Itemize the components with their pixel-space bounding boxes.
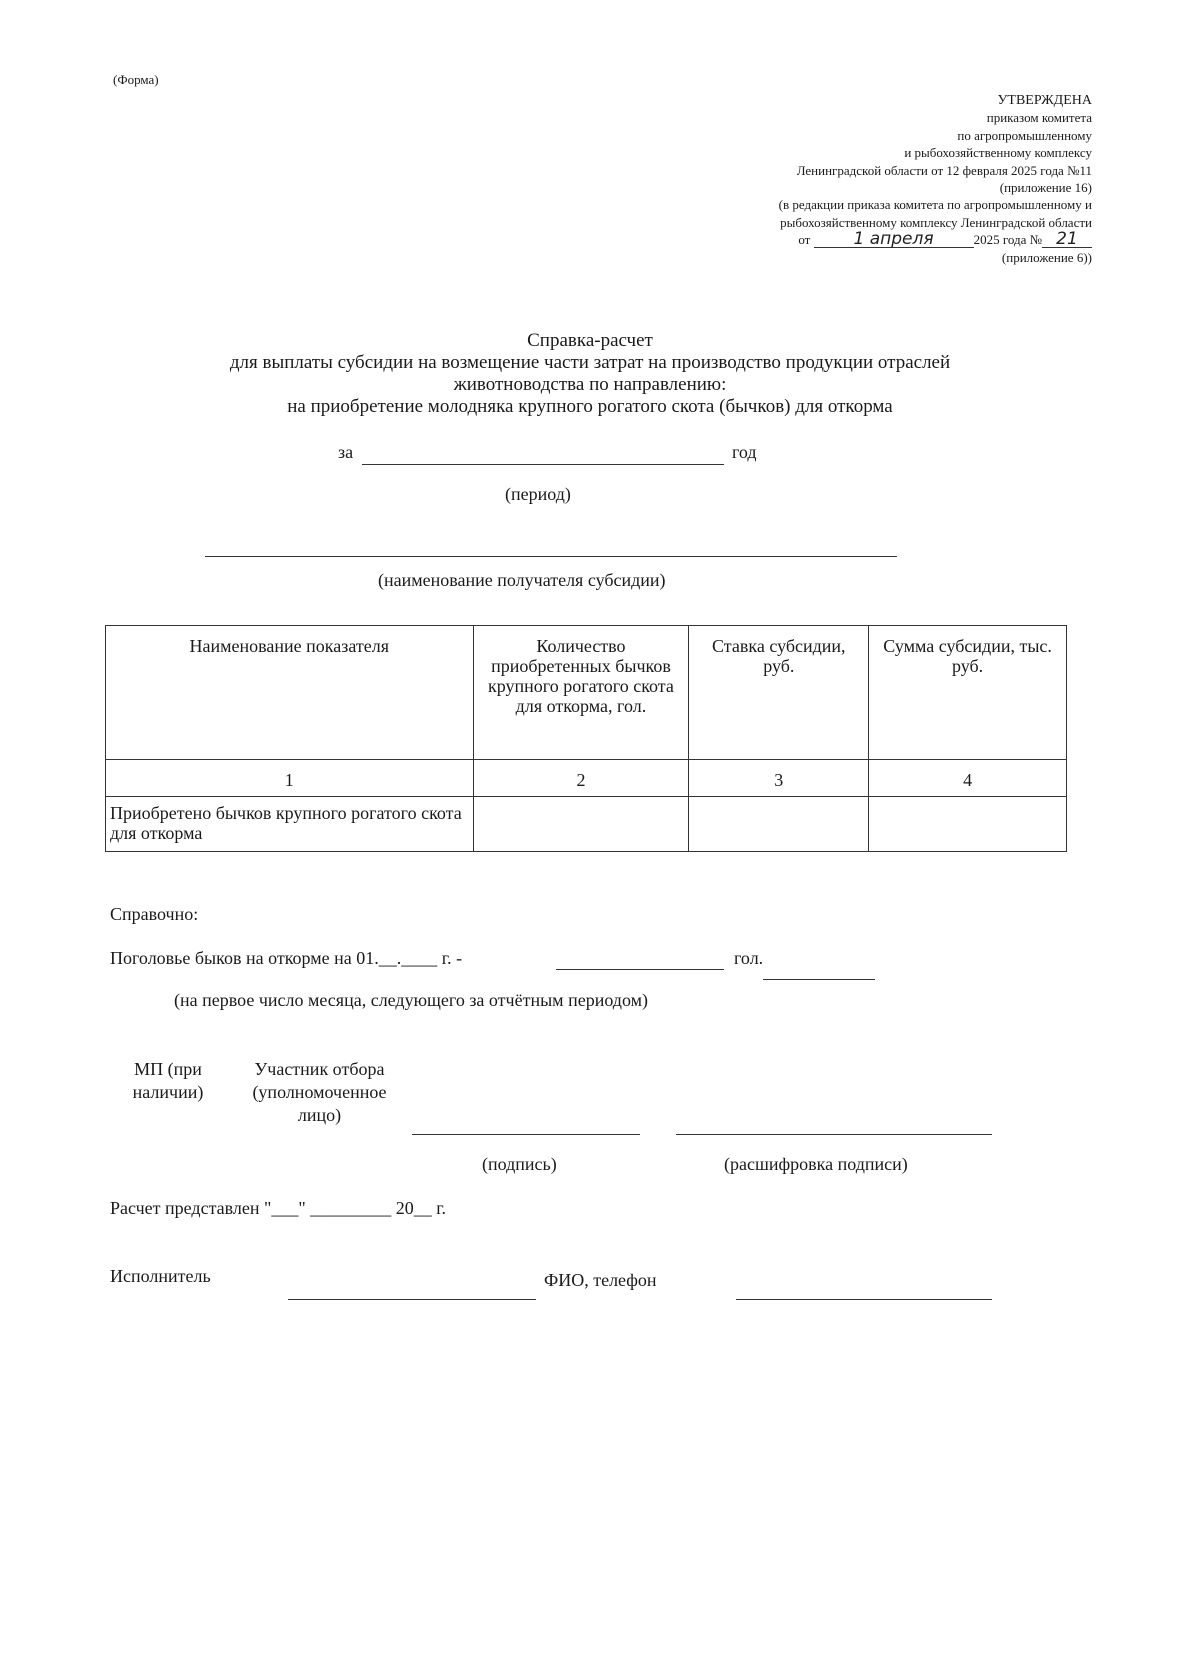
approval-line: по агропромышленному <box>957 127 1092 143</box>
document-subtitle-line: на приобретение молодняка крупного рогатого скота (бычков) для откорма <box>287 396 893 417</box>
form-label: (Форма) <box>113 72 159 87</box>
approval-line: (приложение 16) <box>999 180 1092 196</box>
table-cell[interactable] <box>473 797 689 852</box>
approval-title: УТВЕРЖДЕНА <box>997 93 1092 108</box>
livestock-extra-field[interactable] <box>763 979 875 980</box>
signature-decoding-field[interactable] <box>676 1134 992 1135</box>
approval-line: приказом комитета <box>986 110 1092 126</box>
document-subtitle-line: для выплаты субсидии на возмещение части затрат на производство продукции отраслей <box>229 352 951 373</box>
table-header-row <box>106 626 1067 760</box>
table-row <box>106 797 1067 852</box>
decoding-caption: (расшифровка подписи) <box>724 1154 908 1174</box>
calc-presented: Расчет представлен "___" _________ 20__ г. <box>110 1198 447 1218</box>
livestock-note: (на первое число месяца, следующего за отчётным периодом) <box>174 990 649 1010</box>
period-caption: (период) <box>505 484 571 504</box>
period-suffix: год <box>732 442 757 462</box>
contact-field[interactable] <box>736 1299 992 1300</box>
signature-field[interactable] <box>412 1134 640 1135</box>
table-header-cell: Количество приобретенных бычков крупного рогатого скота для откорма, гол. <box>473 626 689 760</box>
approval-block <box>672 92 1092 266</box>
subsidy-table <box>105 625 1067 852</box>
table-header-cell: Сумма субсидии, тыс. руб. <box>869 626 1067 760</box>
approval-line: Ленинградской области от 12 февраля 2025 года №11 <box>796 162 1092 178</box>
table-cell[interactable] <box>869 797 1067 852</box>
approval-line: (приложение 6)) <box>1001 249 1092 265</box>
contact-label: ФИО, телефон <box>544 1270 657 1290</box>
participant-label: Участник отбора (уполномоченное лицо) <box>252 1059 387 1125</box>
document-title: Справка-расчет <box>527 330 653 351</box>
stamp-label: МП (при наличии) <box>132 1059 204 1102</box>
table-cell: Приобретено бычков крупного рогатого скота для откорма <box>106 797 474 852</box>
executor-field[interactable] <box>288 1299 536 1300</box>
column-number: 4 <box>869 760 1067 797</box>
recipient-field[interactable] <box>205 556 897 557</box>
document-subtitle-line: животноводства по направлению: <box>453 374 727 395</box>
livestock-count-field[interactable] <box>556 969 724 970</box>
table-cell[interactable] <box>689 797 869 852</box>
approval-line: рыбохозяйственному комплексу Ленинградской области <box>780 214 1092 230</box>
column-number: 3 <box>689 760 869 797</box>
approval-line: (в редакции приказа комитета по агропромышленному и <box>778 197 1092 213</box>
table-header-cell: Наименование показателя <box>106 626 474 760</box>
period-field[interactable] <box>362 464 724 465</box>
livestock-text: Поголовье быков на откорме на 01.__.____ г. - <box>110 948 463 968</box>
approval-line: и рыбохозяйственному комплексу <box>904 145 1092 161</box>
livestock-unit: гол. <box>734 948 764 968</box>
reference-title: Справочно: <box>110 904 199 924</box>
table-number-row <box>106 760 1067 797</box>
approval-date-line <box>672 231 1092 248</box>
recipient-caption: (наименование получателя субсидии) <box>378 570 666 590</box>
approval-year-text: 2025 года № <box>973 232 1042 248</box>
executor-label: Исполнитель <box>110 1266 211 1286</box>
handwritten-number: 21 <box>1042 231 1092 248</box>
column-number: 1 <box>106 760 474 797</box>
column-number: 2 <box>473 760 689 797</box>
signature-caption: (подпись) <box>482 1154 557 1174</box>
table-header-cell: Ставка субсидии, руб. <box>689 626 869 760</box>
period-prefix: за <box>338 442 354 462</box>
handwritten-date: 1 апреля <box>814 231 974 248</box>
approval-from-prefix: от <box>798 232 811 248</box>
